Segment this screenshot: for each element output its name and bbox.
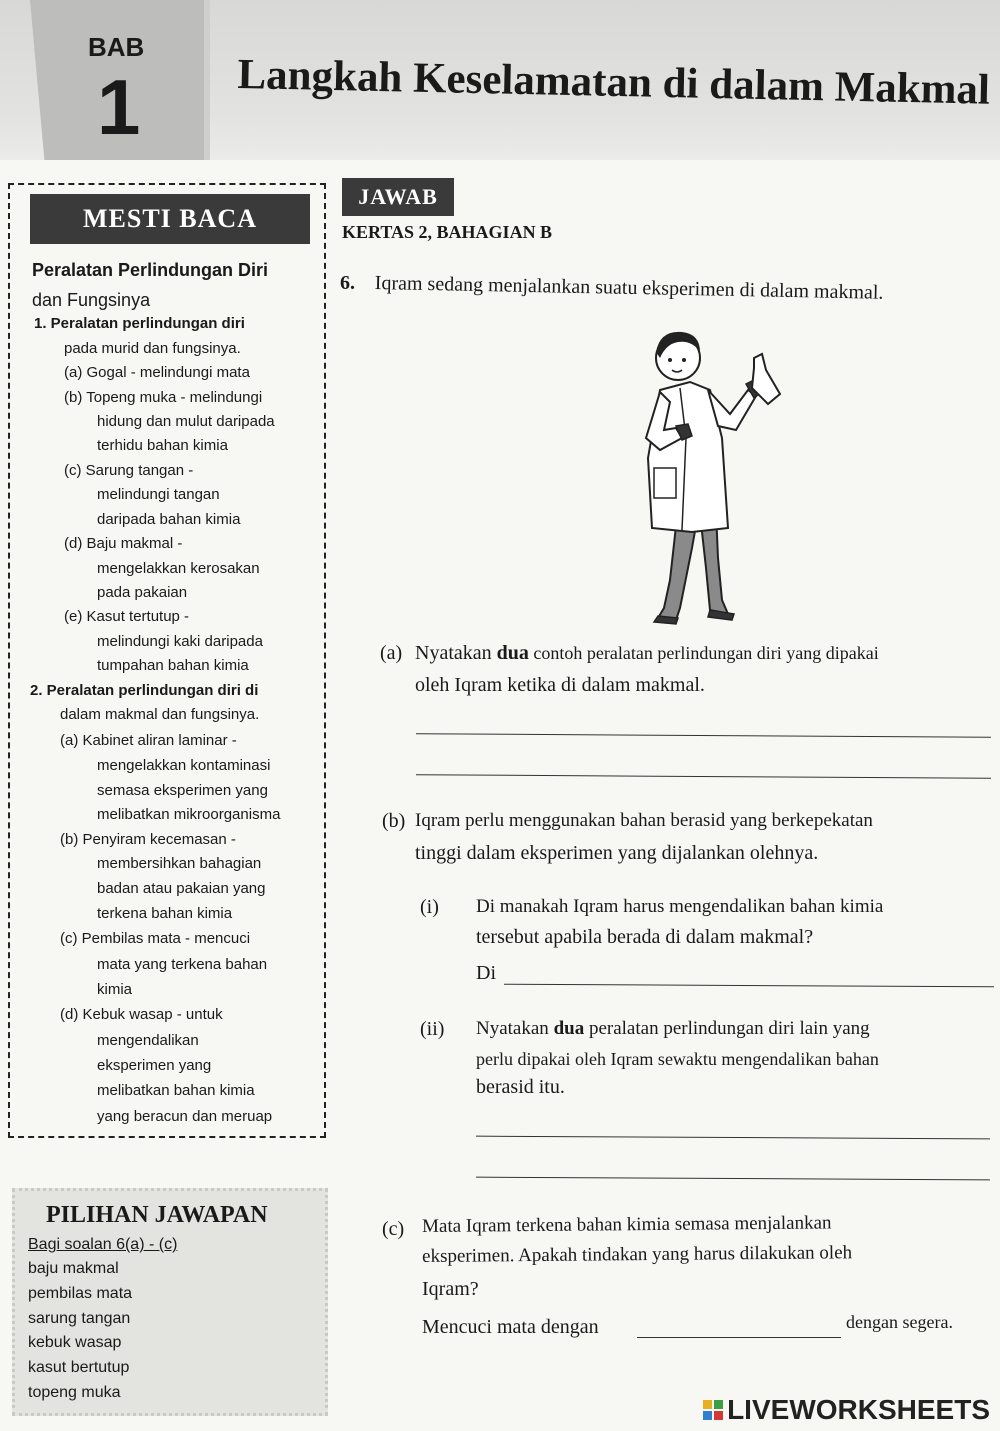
part-b-i-line2: tersebut apabila berada di dalam makmal? bbox=[476, 926, 814, 948]
bab-number: 1 bbox=[97, 63, 141, 151]
part-b-ii-line1: Nyatakan dua peralatan perlindungan diri lain yang bbox=[476, 1018, 870, 1039]
mb-line: membersihkan bahagian bbox=[97, 855, 262, 872]
part-b-i-line1: Di manakah Iqram harus mengendalikan bahan kimia bbox=[476, 896, 884, 917]
mb-line: (d) Kebuk wasap - untuk bbox=[60, 1006, 223, 1023]
jawab-badge: JAWAB bbox=[342, 178, 454, 216]
mb-line: (c) Pembilas mata - mencuci bbox=[60, 930, 251, 947]
mb-line: daripada bahan kimia bbox=[97, 511, 241, 528]
part-c-answer-prefix: Mencuci mata dengan bbox=[422, 1316, 599, 1338]
pilihan-item[interactable]: baju makmal bbox=[28, 1260, 119, 1277]
pilihan-subtitle: Bagi soalan 6(a) - (c) bbox=[28, 1236, 178, 1253]
mb-line: 2. Peralatan perlindungan diri di bbox=[30, 682, 259, 699]
mb-line: pada murid dan fungsinya. bbox=[64, 340, 241, 357]
answer-line-b-ii-1[interactable] bbox=[476, 1136, 990, 1140]
mb-line: (e) Kasut tertutup - bbox=[64, 608, 190, 625]
bab-label: BAB bbox=[88, 32, 145, 62]
mb-line: kimia bbox=[97, 981, 133, 998]
mb-line: mata yang terkena bahan bbox=[97, 956, 268, 973]
part-a-line2: oleh Iqram ketika di dalam makmal. bbox=[415, 674, 705, 696]
part-b-ii-line2: perlu dipakai oleh Iqram sewaktu mengendalikan bahan bbox=[476, 1049, 879, 1069]
answer-line-a1[interactable] bbox=[416, 733, 991, 738]
mb-line: (b) Penyiram kecemasan - bbox=[60, 831, 236, 848]
mb-line: eksperimen yang bbox=[97, 1057, 212, 1074]
chapter-title: Langkah Keselamatan di dalam Makmal bbox=[236, 50, 991, 114]
mb-line: melibatkan bahan kimia bbox=[97, 1082, 255, 1099]
mb-line: dalam makmal dan fungsinya. bbox=[60, 706, 260, 723]
mb-line: melibatkan mikroorganisma bbox=[97, 806, 281, 823]
mb-line: semasa eksperimen yang bbox=[97, 782, 268, 799]
part-a-label: (a) bbox=[380, 642, 403, 664]
liveworksheets-watermark bbox=[703, 1394, 990, 1426]
answer-line-b-ii-2[interactable] bbox=[476, 1177, 990, 1181]
mb-line: mengendalikan bbox=[97, 1032, 199, 1049]
pilihan-item[interactable]: kebuk wasap bbox=[28, 1334, 122, 1351]
scientist-illustration bbox=[630, 318, 790, 628]
mb-line: melindungi kaki daripada bbox=[97, 633, 263, 650]
question-number: 6. bbox=[340, 272, 355, 294]
answer-line-b-i[interactable] bbox=[504, 984, 994, 988]
part-c-line2: eksperimen. Apakah tindakan yang harus dilakukan oleh bbox=[422, 1242, 853, 1267]
mesti-baca-title-line2: dan Fungsinya bbox=[32, 290, 151, 310]
mb-line: badan atau pakaian yang bbox=[97, 880, 266, 897]
part-a-line1: Nyatakan dua contoh peralatan perlindungan diri yang dipakai bbox=[415, 642, 879, 664]
mb-line: terkena bahan kimia bbox=[97, 905, 233, 922]
part-b-line1: Iqram perlu menggunakan bahan berasid yang berkepekatan bbox=[415, 810, 873, 831]
mesti-baca-heading: MESTI BACA bbox=[30, 194, 310, 244]
part-b-i-label: (i) bbox=[420, 896, 439, 918]
part-b-label: (b) bbox=[382, 810, 406, 832]
part-c-line1: Mata Iqram terkena bahan kimia semasa menjalankan bbox=[422, 1212, 832, 1237]
liveworksheets-logo-icon bbox=[703, 1400, 723, 1420]
part-c-label: (c) bbox=[382, 1218, 405, 1240]
mb-line: (c) Sarung tangan - bbox=[64, 462, 194, 479]
mb-line: yang beracun dan meruap bbox=[97, 1108, 273, 1125]
part-b-line2: tinggi dalam eksperimen yang dijalankan olehnya. bbox=[415, 842, 819, 864]
pilihan-item[interactable]: topeng muka bbox=[28, 1384, 121, 1401]
mb-line: (d) Baju makmal - bbox=[64, 535, 183, 552]
part-b-ii-label: (ii) bbox=[420, 1018, 445, 1040]
mb-line: hidung dan mulut daripada bbox=[97, 413, 275, 430]
question-text: Iqram sedang menjalankan suatu eksperimen di dalam makmal. bbox=[374, 272, 884, 304]
part-c-line3: Iqram? bbox=[422, 1278, 479, 1300]
mb-line: (a) Gogal - melindungi mata bbox=[64, 364, 250, 381]
mesti-baca-title-line1: Peralatan Perlindungan Diri bbox=[32, 260, 269, 280]
pilihan-title: PILIHAN JAWAPAN bbox=[46, 1202, 268, 1228]
mb-line: (b) Topeng muka - melindungi bbox=[64, 389, 263, 406]
mb-line: mengelakkan kontaminasi bbox=[97, 757, 271, 774]
answer-line-c[interactable] bbox=[637, 1337, 841, 1338]
answer-line-a2[interactable] bbox=[416, 774, 991, 779]
mb-line: mengelakkan kerosakan bbox=[97, 560, 260, 577]
part-b-i-answer-prefix: Di bbox=[476, 962, 496, 984]
mb-line: tumpahan bahan kimia bbox=[97, 657, 249, 674]
mb-line: terhidu bahan kimia bbox=[97, 437, 228, 454]
mb-line: pada pakaian bbox=[97, 584, 188, 601]
mb-line: melindungi tangan bbox=[97, 486, 220, 503]
mb-line: 1. Peralatan perlindungan diri bbox=[34, 315, 245, 332]
watermark-text: LIVEWORKSHEETS bbox=[727, 1394, 990, 1425]
section-label: KERTAS 2, BAHAGIAN B bbox=[342, 222, 553, 242]
pilihan-item[interactable]: pembilas mata bbox=[28, 1285, 133, 1302]
part-b-ii-line3: berasid itu. bbox=[476, 1076, 565, 1098]
part-c-answer-suffix: dengan segera. bbox=[846, 1312, 953, 1332]
pilihan-item[interactable]: kasut bertutup bbox=[28, 1359, 130, 1376]
mb-line: (a) Kabinet aliran laminar - bbox=[60, 732, 237, 749]
pilihan-item[interactable]: sarung tangan bbox=[28, 1310, 131, 1327]
